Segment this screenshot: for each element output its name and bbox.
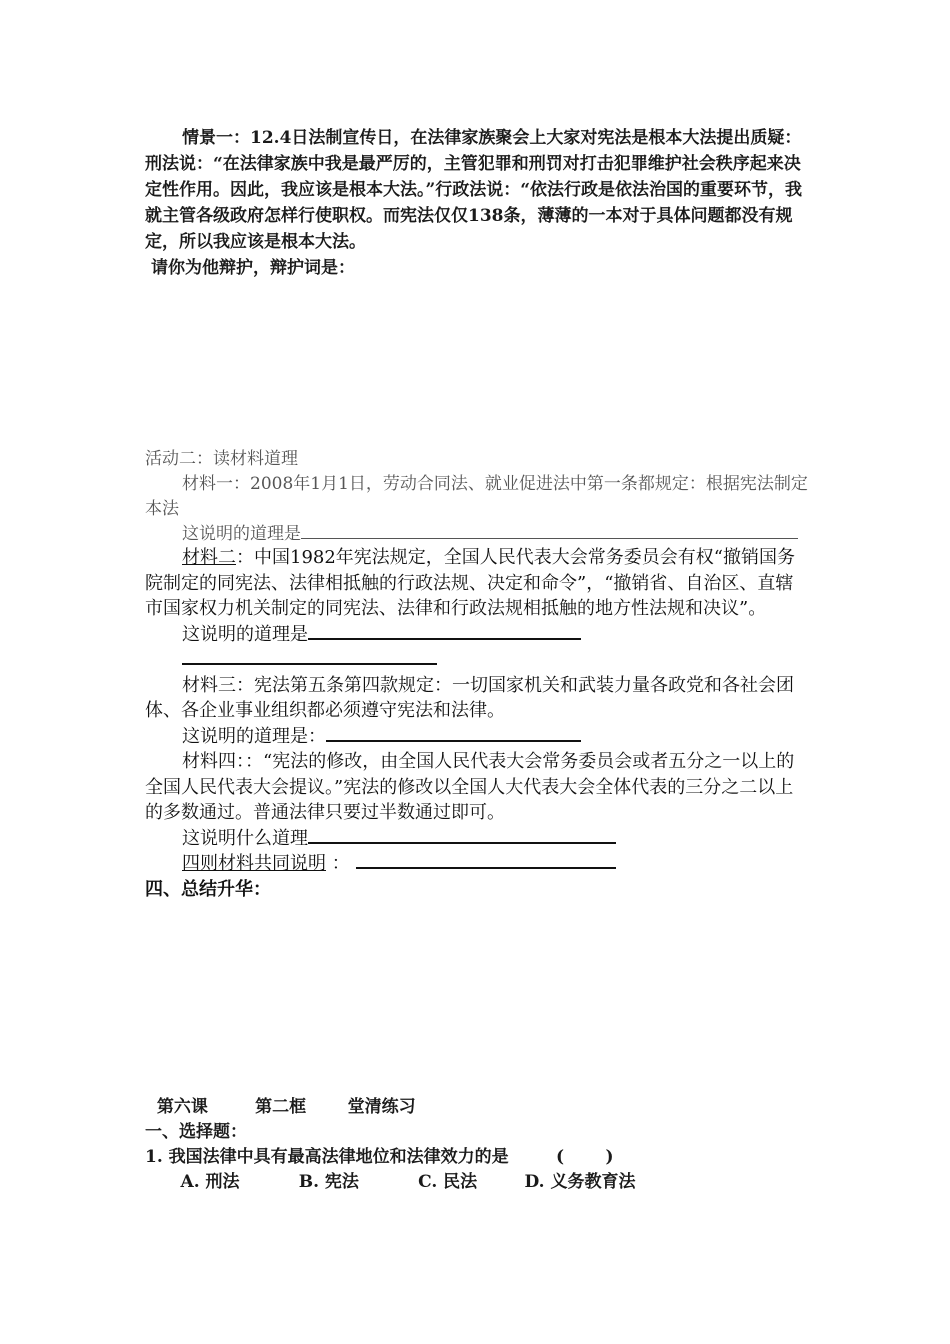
material-one: 材料一：2008年1月1日，劳动合同法、就业促进法中第一条都规定：根据宪法制定本法: [145, 474, 808, 519]
material-four: 材料四：：“宪法的修改，由全国人民代表大会常务委员会或者五分之一以上的全国人民代表大会提议。”宪法的修改以全国人大代表大会全体代表的三分之二以上的多数通过。普通法律只要过半数通过即可。: [145, 751, 795, 823]
scenario-section: [145, 125, 810, 281]
question-five-label: 四则材料共同说明: [182, 853, 326, 874]
question-one-label: 这说明的道理是: [182, 524, 301, 544]
exercise-section-title: 一、选择题：: [145, 1122, 247, 1142]
question-five: [145, 851, 810, 877]
question-five-colon: ：: [326, 853, 350, 874]
answer-blank-two-b[interactable]: [182, 647, 437, 665]
answer-blank-one[interactable]: [301, 522, 798, 539]
scenario-paragraph: 情景一：12.4日法制宣传日，在法律家族聚会上大家对宪法是根本大法提出质疑：刑法说：“在法律家族中我是最严厉的，主管犯罪和刑罚对打击犯罪维护社会秩序起来决定性作用。因此，我应该是根本大法。”行政法说：“依法行政是依法治国的重要环节，我就主管各级政府怎样行使职权。而宪法仅仅138条，薄薄的一本对于具体问题都没有规定，所以我应该是根本大法。: [145, 128, 803, 252]
question-two-continued: [145, 647, 810, 673]
exercise-section: [145, 1095, 810, 1195]
material-three: 材料三：宪法第五条第四款规定：一切国家机关和武装力量各政党和各社会团体、各企业事业组织都必须遵守宪法和法律。: [145, 674, 794, 721]
material-two: [145, 545, 810, 622]
question-two: [145, 622, 810, 648]
exercise-question-one: 1. 我国法律中具有最高法律地位和法律效力的是 ( ): [145, 1147, 614, 1167]
question-four-label: 这说明什么道理: [182, 827, 308, 849]
exercise-heading: 第六课 第二框 堂清练习: [145, 1097, 416, 1117]
question-three: [145, 724, 810, 750]
activity-title: 活动二：读材料道理: [145, 449, 298, 469]
exercise-options: A. 刑法 B. 宪法 C. 民法 D. 义务教育法: [145, 1172, 636, 1192]
materials-section: [145, 545, 810, 902]
summary-heading: 四、总结升华：: [145, 878, 271, 900]
answer-blank-five[interactable]: [356, 851, 616, 869]
question-one: [145, 522, 810, 547]
question-four: [145, 826, 810, 852]
answer-blank-three[interactable]: [326, 724, 581, 742]
question-three-label: 这说明的道理是：: [182, 725, 326, 747]
activity-two-section: [145, 447, 810, 547]
question-two-label: 这说明的道理是: [182, 623, 308, 645]
defense-prompt: 请你为他辩护，辩护词是：: [151, 258, 355, 278]
material-two-label: 材料二: [182, 547, 236, 568]
answer-blank-two[interactable]: [308, 622, 581, 640]
answer-blank-four[interactable]: [308, 826, 616, 844]
material-two-text: ：中国1982年宪法规定，全国人民代表大会常务委员会有权“撤销国务院制定的同宪法、法律相抵触的行政法规、决定和命令”，“撤销省、自治区、直辖市国家权力机关制定的同宪法、法律和行政法规相抵触的地方性法规和决议”。: [145, 547, 796, 619]
